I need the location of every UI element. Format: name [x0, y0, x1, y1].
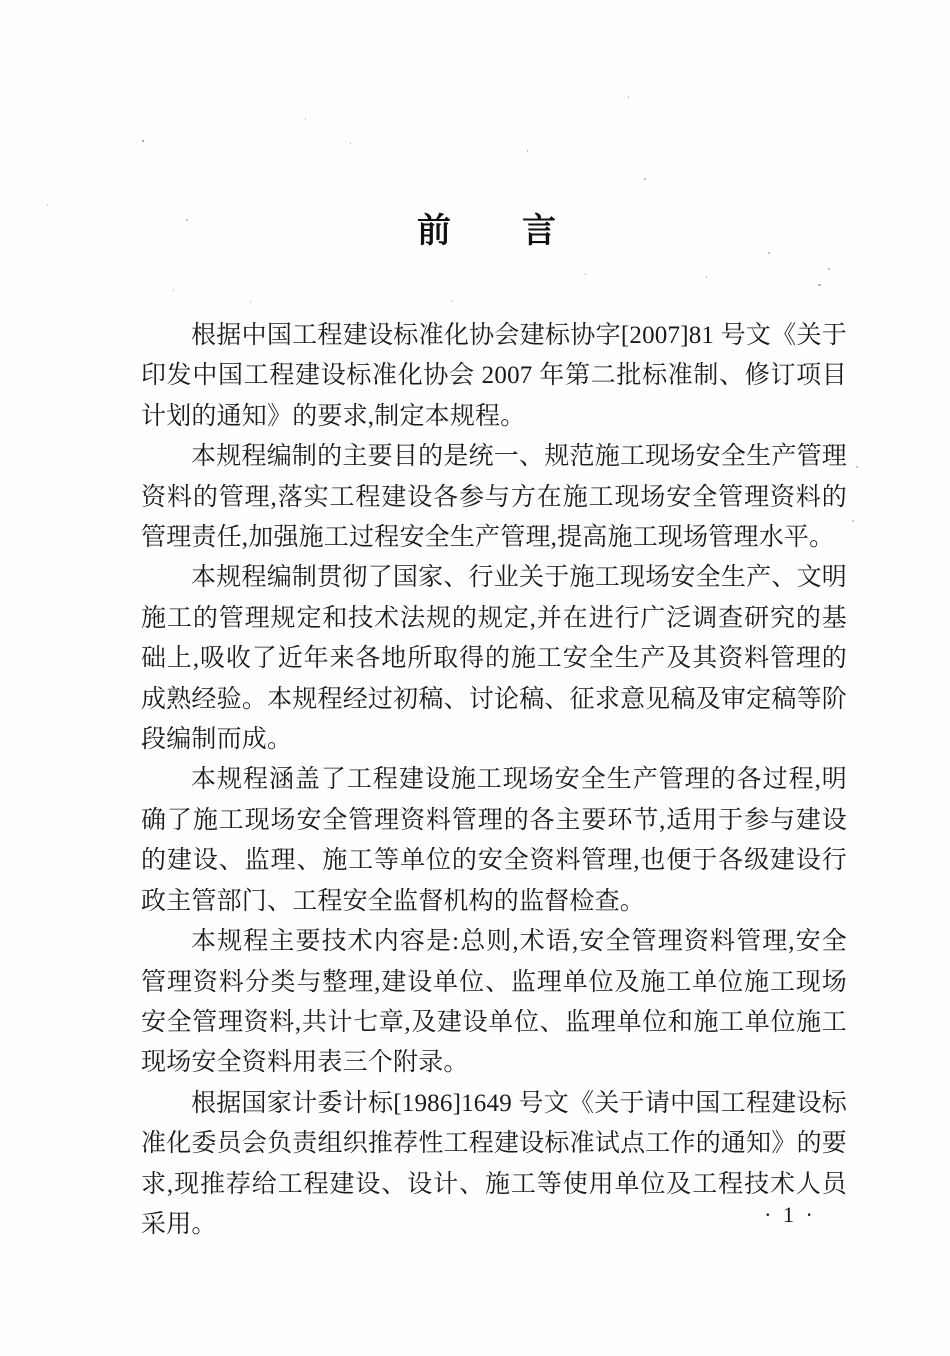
- scan-speck: [644, 178, 646, 180]
- scan-speck: [173, 289, 174, 291]
- scan-speck: [706, 276, 707, 278]
- scan-speck: [852, 520, 854, 522]
- scan-speck: [585, 273, 586, 275]
- document-body: [141, 316, 847, 1245]
- paragraph-4: 本规程涵盖了工程建设施工现场安全生产管理的各过程,明确了施工现场安全管理资料管理的各主要环节,适用于参与建设的建设、监理、施工等单位的安全资料管理,也便于各级建设行政主管部门、工程安全监督机构的监督检查。: [141, 766, 847, 915]
- scan-speck: [47, 204, 48, 206]
- scan-speck: [186, 219, 188, 221]
- page-title: 前 言: [417, 213, 557, 250]
- page-number: · 1 ·: [764, 1202, 816, 1227]
- scan-speck: [818, 284, 821, 286]
- scan-speck: [142, 140, 144, 142]
- paragraph-5: 本规程主要技术内容是:总则,术语,安全管理资料管理,安全管理资料分类与整理,建设单位、监理单位及施工单位施工现场安全管理资料,共计七章,及建设单位、监理单位和施工单位施工现场安全资料用表三个附录。: [141, 928, 847, 1077]
- scan-speck: [628, 96, 629, 98]
- paragraph-6: 根据国家计委计标[1986]1649 号文《关于请中国工程建设标准化委员会负责组织推荐性工程建设标准试点工作的通知》的要求,现推荐给工程建设、设计、施工等使用单位及工程技术人员采用。: [141, 1089, 847, 1238]
- paragraph-2: 本规程编制的主要目的是统一、规范施工现场安全生产管理资料的管理,落实工程建设各参与方在施工现场安全管理资料的管理责任,加强施工过程安全生产管理,提高施工现场管理水平。: [141, 443, 847, 552]
- scan-speck: [828, 268, 830, 270]
- scan-speck: [250, 301, 251, 303]
- scan-speck: [768, 252, 770, 254]
- scan-speck: [305, 118, 306, 120]
- paragraph-3: 本规程编制贯彻了国家、行业关于施工现场安全生产、文明施工的管理规定和技术法规的规定,并在进行广泛调查研究的基础上,吸收了近年来各地所取得的施工安全生产及其资料管理的成熟经验。本规程经过初稿、讨论稿、征求意见稿及审定稿等阶段编制而成。: [141, 564, 847, 754]
- paragraph-1: 根据中国工程建设标准化协会建标协字[2007]81 号文《关于印发中国工程建设标准化协会 2007 年第二批标准制、修订项目计划的通知》的要求,制定本规程。: [141, 322, 847, 430]
- scan-speck: [856, 466, 858, 468]
- scan-speck: [527, 150, 528, 152]
- scan-speck: [350, 142, 351, 144]
- scan-speck: [452, 300, 453, 302]
